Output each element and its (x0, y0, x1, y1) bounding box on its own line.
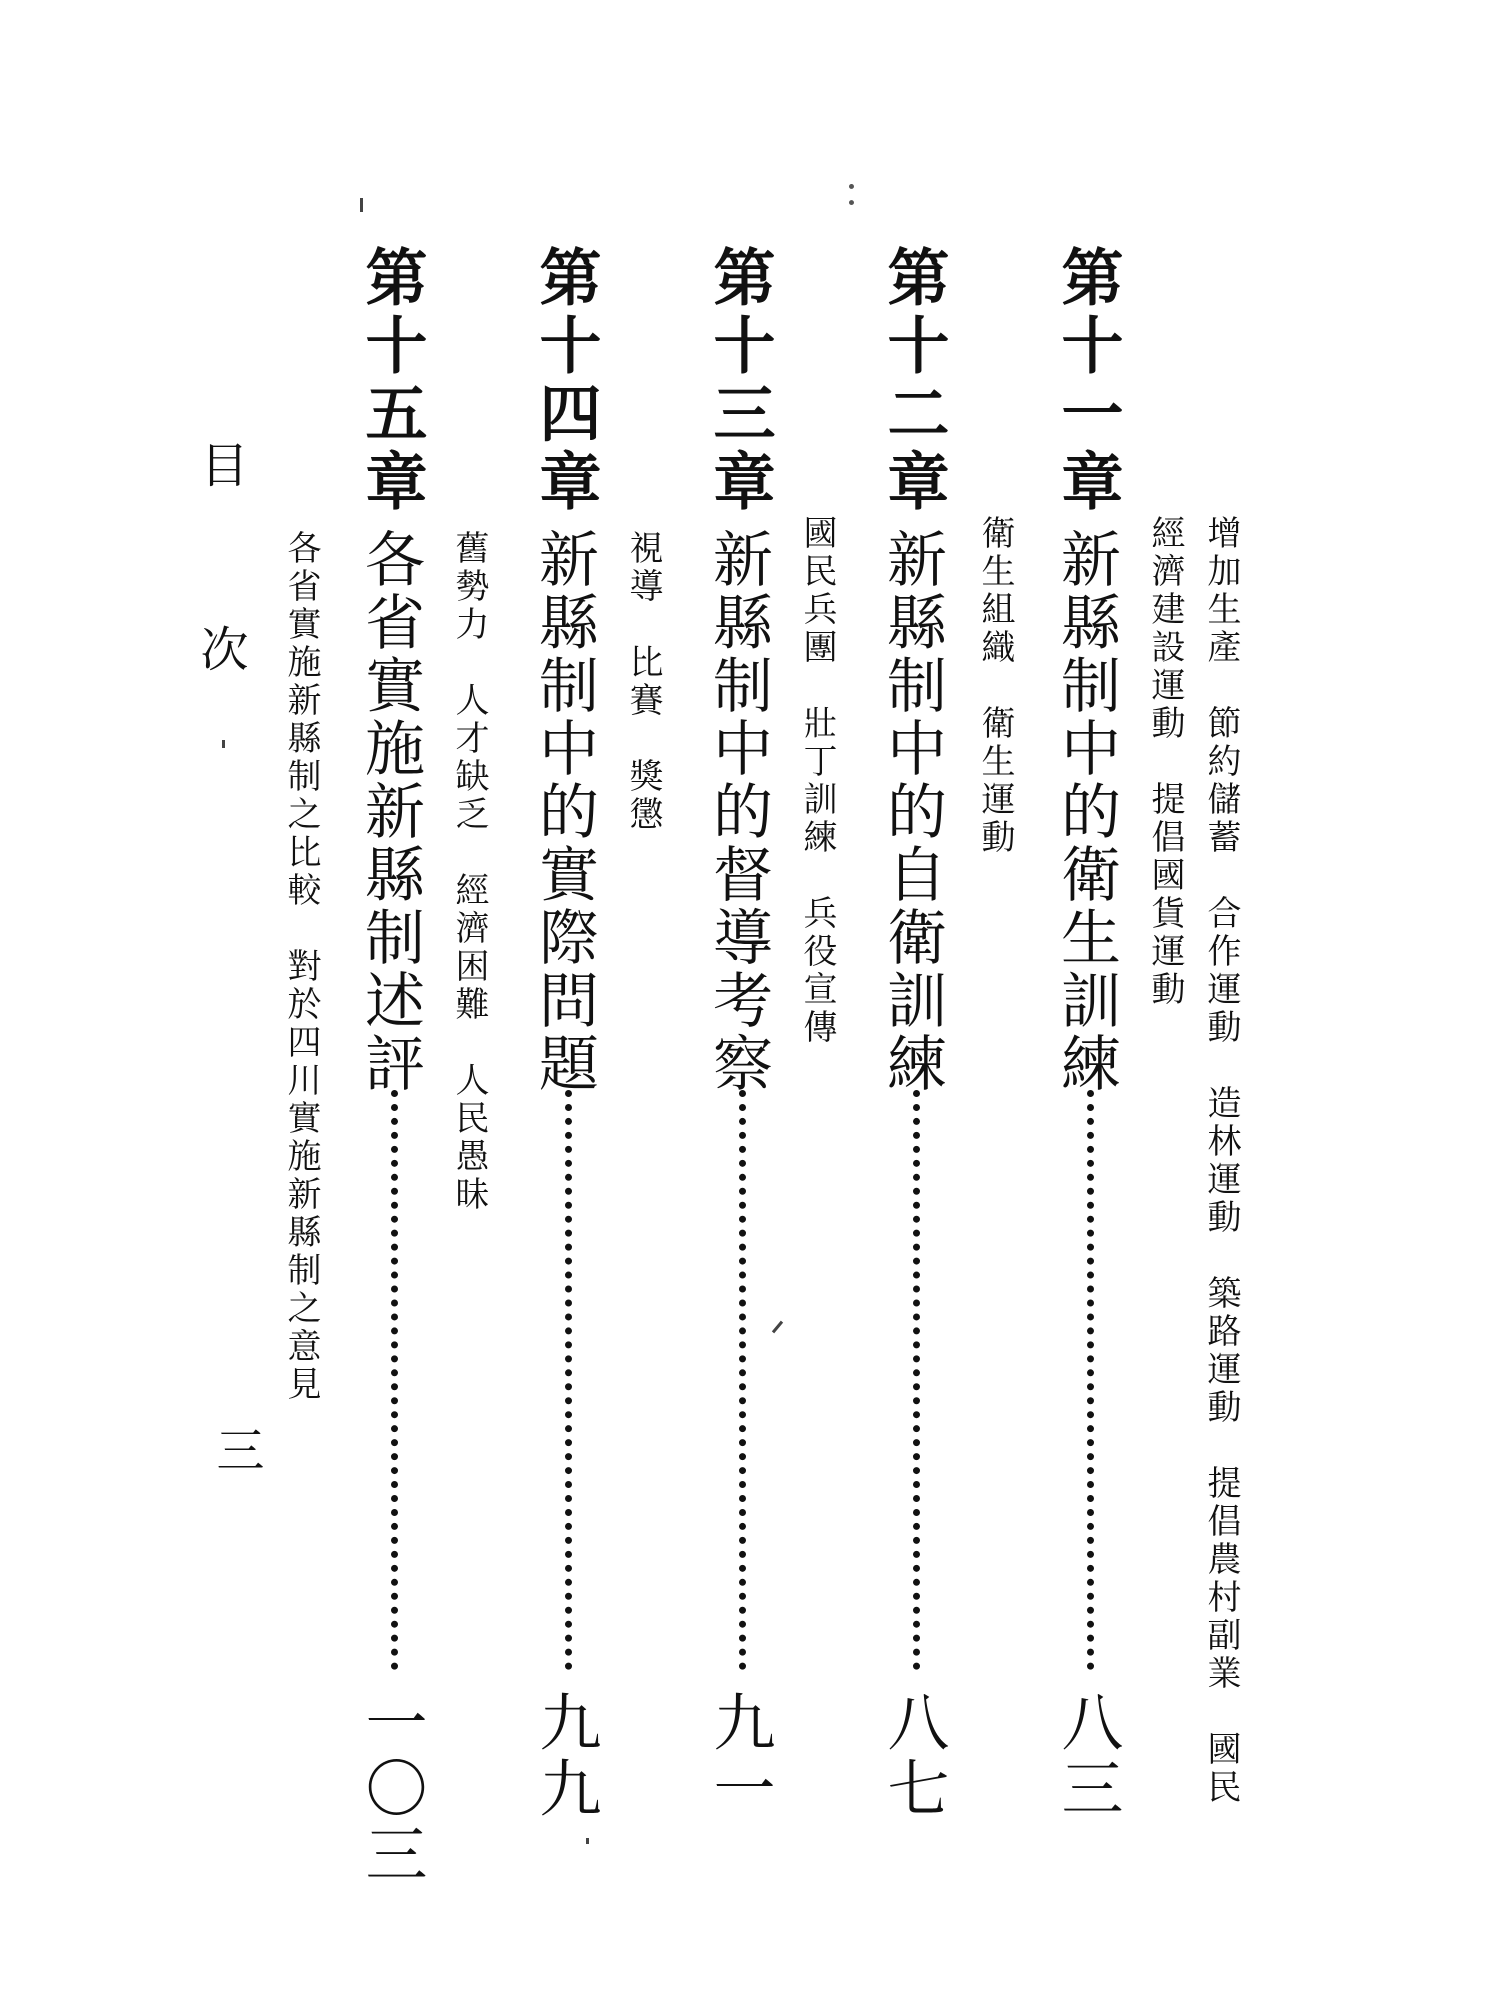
chapter-label: 第十二章 (877, 245, 950, 517)
subtopic-line: 舊勢力 人才缺乏 經濟困難 人民愚昧 (449, 530, 489, 1214)
subtopic-line: 經濟建設運動 提倡國貨運動 (1145, 515, 1185, 1009)
dot-leader (913, 1090, 920, 1670)
dot-leader (391, 1090, 398, 1670)
chapter-label: 第十三章 (703, 245, 776, 517)
page-number: 一〇三 (355, 1690, 428, 1888)
page-number: 八三 (1051, 1690, 1124, 1822)
subtopic-line: 視導 比賽 獎懲 (623, 530, 663, 834)
page-number: 九九 (529, 1690, 602, 1822)
dot-leader (739, 1090, 746, 1670)
scan-speck (360, 198, 363, 212)
dot-leader (565, 1090, 572, 1670)
chapter-label: 第十一章 (1051, 245, 1124, 517)
chapter-title: 新縣制中的衛生訓練 (1051, 528, 1121, 1095)
chapter-label: 第十五章 (355, 245, 428, 517)
folio-number: 三 (208, 1425, 264, 1473)
page-number: 八七 (877, 1690, 950, 1822)
chapter-title: 新縣制中的督導考察 (703, 528, 773, 1095)
subtopic-line: 國民兵團 壯丁訓練 兵役宣傳 (797, 515, 837, 1047)
scan-speck (222, 740, 225, 748)
chapter-title: 新縣制中的自衛訓練 (877, 528, 947, 1095)
subtopic-line: 增加生產 節約儲蓄 合作運動 造林運動 築路運動 提倡農村副業 國民 (1201, 515, 1241, 1807)
top-mark: ： (815, 180, 861, 220)
scan-speck (586, 1838, 589, 1844)
dot-leader (1087, 1090, 1094, 1670)
subtopic-line: 各省實施新縣制之比較 對於四川實施新縣制之意見 (281, 530, 321, 1404)
subtopic-line: 衛生組織 衛生運動 (975, 515, 1015, 857)
chapter-label: 第十四章 (529, 245, 602, 517)
chapter-title: 新縣制中的實際問題 (529, 528, 599, 1095)
page-number: 九一 (703, 1690, 776, 1822)
chapter-title: 各省實施新縣制述評 (355, 528, 425, 1095)
running-title: 目 次 (192, 440, 248, 712)
scan-speck (772, 1321, 783, 1334)
